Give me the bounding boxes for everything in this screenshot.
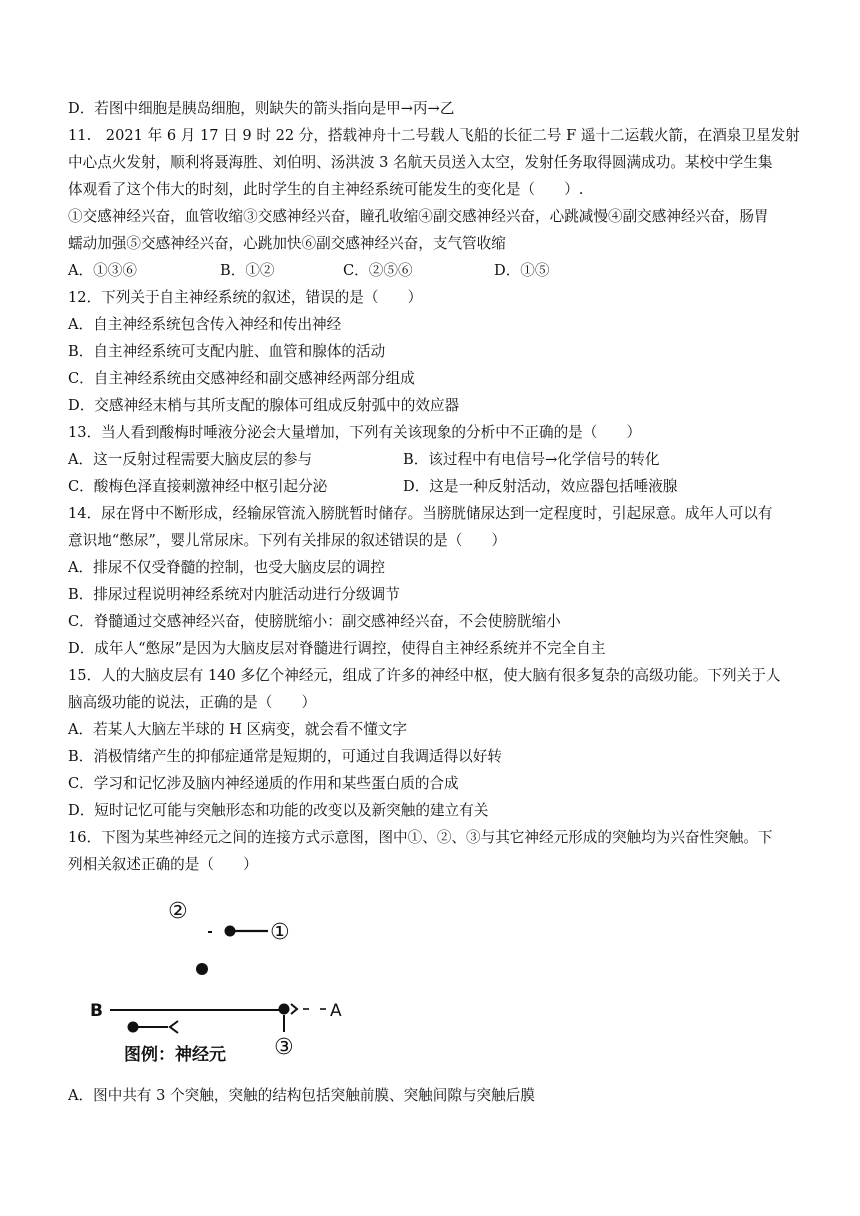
q11-stem-line-1: 11. 2021 年 6 月 17 日 9 时 22 分，搭载神舟十二号载人飞船的长征二号 F 遥十二运载火箭，在酒泉卫星发射 [68, 127, 800, 144]
q13-option-a: A．这一反射过程需要大脑皮层的参与 [68, 451, 313, 468]
q12-option-b: B．自主神经系统可支配内脏、血管和腺体的活动 [68, 343, 386, 360]
q13-option-b: B．该过程中有电信号→化学信号的转化 [403, 451, 660, 468]
q10-option-d: D．若图中细胞是胰岛细胞，则缺失的箭头指向是甲→丙→乙 [68, 100, 455, 117]
neuron-body-1 [225, 926, 236, 937]
q16-option-a: A．图中共有 3 个突触，突触的结构包括突触前膜、突触间隙与突触后膜 [68, 1087, 535, 1104]
q15-stem-line-1: 15．人的大脑皮层有 140 多亿个神经元，组成了许多的神经中枢，使大脑有很多复杂的高级功能。下列关于人 [68, 667, 781, 684]
q13-stem: 13．当人看到酸梅时唾液分泌会大量增加，下列有关该现象的分析中不正确的是（ ） [68, 424, 642, 441]
q11-statements-line-1: ①交感神经兴奋，血管收缩③交感神经兴奋，瞳孔收缩④副交感神经兴奋，心跳减慢④副交感神经兴奋，肠胃 [68, 208, 769, 225]
figure-legend: 图例：神经元 [124, 1045, 226, 1065]
figure-label-2: ② [168, 899, 188, 924]
q16-stem-line-1: 16．下图为某些神经元之间的连接方式示意图，图中①、②、③与其它神经元形成的突触均为兴奋性突触。下 [68, 829, 773, 846]
q11-option-d: D．①⑤ [494, 262, 550, 279]
q14-stem-line-2: 意识地“憋尿”，婴儿常尿床。下列有关排尿的叙述错误的是（ ） [68, 532, 507, 549]
q15-stem-line-2: 脑高级功能的说法，正确的是（ ） [68, 694, 317, 711]
neuron-body-3 [279, 1004, 290, 1015]
q11-stem-line-3: 体观看了这个伟大的时刻，此时学生的自主神经系统可能发生的变化是（ ）. [68, 181, 584, 198]
neuron-body-4 [128, 1022, 139, 1033]
q12-option-d: D．交感神经末梢与其所支配的腺体可组成反射弧中的效应器 [68, 397, 460, 414]
q14-stem-line-1: 14．尿在肾中不断形成，经输尿管流入膀胱暂时储存。当膀胱储尿达到一定程度时，引起尿意。成年人可以有 [68, 505, 773, 522]
q13-option-c: C．酸梅色泽直接刺激神经中枢引起分泌 [68, 478, 328, 495]
q13-option-d: D．这是一种反射活动，效应器包括唾液腺 [403, 478, 678, 495]
neuron-diagram [84, 888, 364, 1068]
q11-option-c: C．②⑤⑥ [343, 262, 413, 279]
q15-option-a: A．若某人大脑左半球的 H 区病变，就会看不懂文字 [68, 721, 408, 738]
q14-option-b: B．排尿过程说明神经系统对内脏活动进行分级调节 [68, 586, 400, 603]
neuron-connection-figure [84, 888, 364, 1068]
figure-label-3: ③ [274, 1035, 294, 1060]
q14-option-a: A．排尿不仅受脊髓的控制，也受大脑皮层的调控 [68, 559, 386, 576]
q15-option-c: C．学习和记忆涉及脑内神经递质的作用和某些蛋白质的合成 [68, 775, 459, 792]
q12-option-a: A．自主神经系统包含传入神经和传出神经 [68, 316, 342, 333]
q12-option-c: C．自主神经系统由交感神经和副交感神经两部分组成 [68, 370, 415, 387]
figure-label-b: B [90, 1001, 103, 1021]
figure-label-1: ① [270, 920, 290, 945]
q12-stem: 12．下列关于自主神经系统的叙述，错误的是（ ） [68, 289, 423, 306]
q14-option-d: D．成年人“憋尿”是因为大脑皮层对脊髓进行调控，使得自主神经系统并不完全自主 [68, 640, 606, 657]
q11-option-b: B．①② [220, 262, 275, 279]
q11-option-a: A．①③⑥ [68, 262, 137, 279]
q11-stem-line-2: 中心点火发射，顺利将聂海胜、刘伯明、汤洪波 3 名航天员送入太空，发射任务取得圆满成功。某校中学生集 [68, 154, 773, 171]
q14-option-c: C．脊髓通过交感神经兴奋，使膀胱缩小：副交感神经兴奋，不会使膀胱缩小 [68, 613, 561, 630]
q15-option-d: D．短时记忆可能与突触形态和功能的改变以及新突触的建立有关 [68, 802, 489, 819]
q15-option-b: B．消极情绪产生的抑郁症通常是短期的，可通过自我调适得以好转 [68, 748, 502, 765]
figure-label-a: A [330, 1001, 342, 1021]
synapse-terminal-4 [170, 1021, 178, 1033]
q11-statements-line-2: 蠕动加强⑤交感神经兴奋，心跳加快⑥副交感神经兴奋，支气管收缩 [68, 235, 506, 252]
q16-stem-line-2: 列相关叙述正确的是（ ） [68, 856, 258, 873]
neuron-body-2 [196, 963, 208, 975]
synapse-terminal [291, 1004, 297, 1014]
